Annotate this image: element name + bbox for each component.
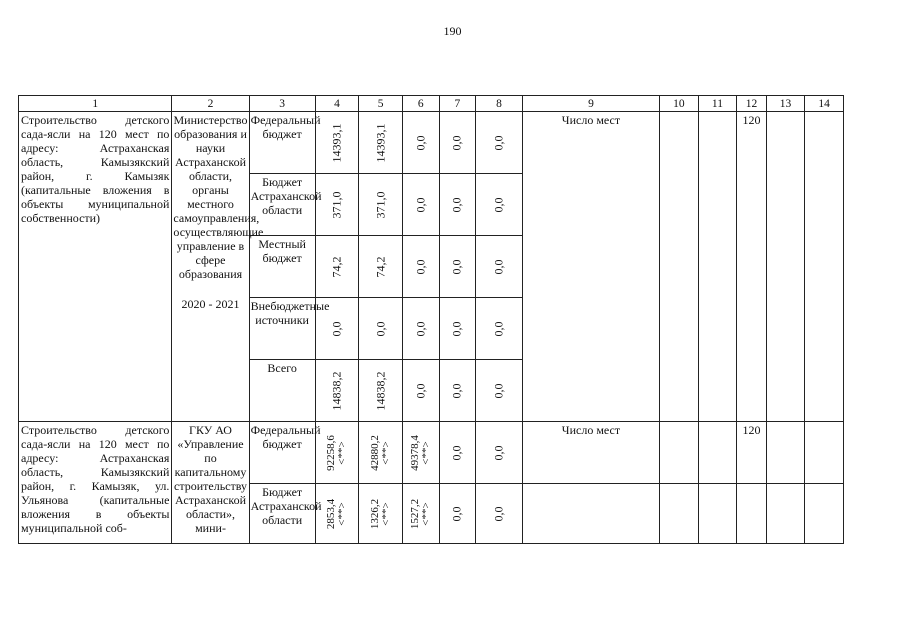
header-row	[19, 96, 844, 112]
header-col-12: 12	[737, 96, 766, 112]
value-cell	[403, 298, 440, 360]
value-text: 0,0	[449, 259, 464, 274]
value-cell	[359, 484, 403, 544]
value-text: 14393,1	[329, 123, 344, 162]
value-cell	[476, 174, 523, 236]
value-note: <**>	[419, 440, 432, 465]
value-cell	[315, 360, 359, 422]
value-cell	[315, 174, 359, 236]
value-text: 0,0	[491, 259, 506, 274]
header-col-13: 13	[766, 96, 805, 112]
value-cell	[315, 236, 359, 298]
value-cell	[476, 360, 523, 422]
page-number: 190	[443, 24, 462, 38]
value-cell	[476, 484, 523, 544]
value-cell	[439, 174, 476, 236]
value-text: 0,0	[373, 321, 388, 336]
empty-cell	[766, 422, 805, 484]
value-cell	[403, 174, 440, 236]
empty-cell	[805, 112, 844, 422]
project-1-source: Бюджет Астраханской области	[249, 174, 315, 236]
project-1-executor-text: Министерство образования и науки Астраханской области, органы местного самоуправления, осуществляющие управление в сфере образования	[173, 113, 264, 281]
header-col-5: 5	[359, 96, 403, 112]
empty-cell	[766, 112, 805, 422]
value-text: 0,0	[491, 321, 506, 336]
project-1-executor	[172, 112, 264, 422]
header-col-11: 11	[698, 96, 737, 112]
value-text: 14838,2	[329, 371, 344, 410]
value-text: 0,0	[449, 321, 464, 336]
value-cell	[476, 112, 523, 174]
project-1-period: 2020 - 2021	[181, 297, 240, 311]
value-cell	[359, 298, 403, 360]
value-cell	[315, 422, 359, 484]
empty-cell	[805, 484, 844, 544]
program-table	[18, 95, 844, 544]
value-text: 0,0	[329, 321, 344, 336]
value-note: <**>	[379, 440, 392, 465]
header-col-7: 7	[439, 96, 476, 112]
project-2-target-value: 120	[737, 422, 766, 484]
empty-cell	[660, 112, 699, 422]
value-cell	[359, 174, 403, 236]
empty-cell	[698, 112, 737, 422]
table-row	[19, 422, 844, 484]
value-note: <**>	[379, 501, 392, 526]
value-cell	[315, 112, 359, 174]
value-text: 0,0	[413, 197, 428, 212]
value-text: 0,0	[449, 383, 464, 398]
value-text: 92258,6	[324, 434, 337, 471]
empty-cell	[698, 422, 737, 484]
header-col-1: 1	[19, 96, 172, 112]
empty-cell	[766, 484, 805, 544]
value-cell	[403, 360, 440, 422]
value-cell	[439, 484, 476, 544]
project-1-source: Местный бюджет	[249, 236, 315, 298]
value-cell	[359, 112, 403, 174]
value-text: 0,0	[491, 197, 506, 212]
value-cell	[359, 422, 403, 484]
header-col-2: 2	[172, 96, 249, 112]
value-text: 0,0	[449, 197, 464, 212]
header-col-10: 10	[660, 96, 699, 112]
value-text: 0,0	[449, 135, 464, 150]
empty-cell	[660, 484, 699, 544]
value-note: <**>	[419, 501, 432, 526]
project-1-source: Федеральный бюджет	[249, 112, 315, 174]
value-note: <**>	[335, 501, 348, 526]
value-cell	[315, 298, 359, 360]
value-cell	[476, 422, 523, 484]
value-cell	[359, 236, 403, 298]
project-2-indicator: Число мест	[522, 422, 659, 484]
value-cell	[476, 298, 523, 360]
value-cell	[439, 298, 476, 360]
value-text: 74,2	[373, 256, 388, 277]
value-text: 0,0	[449, 445, 464, 460]
value-text: 1326,2	[368, 498, 381, 529]
header-col-9: 9	[522, 96, 659, 112]
value-cell	[439, 422, 476, 484]
value-text: 0,0	[491, 506, 506, 521]
value-text: 0,0	[413, 321, 428, 336]
value-text: 0,0	[491, 135, 506, 150]
value-text: 14393,1	[373, 123, 388, 162]
value-text: 0,0	[449, 506, 464, 521]
empty-cell	[698, 484, 737, 544]
value-cell	[439, 360, 476, 422]
value-text: 0,0	[491, 445, 506, 460]
value-cell	[359, 360, 403, 422]
value-text: 42880,2	[368, 434, 381, 471]
value-text: 0,0	[491, 383, 506, 398]
value-text: 49378,4	[408, 434, 421, 471]
value-text: 0,0	[413, 135, 428, 150]
empty-cell	[660, 422, 699, 484]
project-1-source: Всего	[249, 360, 315, 422]
value-cell	[403, 236, 440, 298]
project-2-title: Строительство детского сада-ясли на 120 мест по адресу: Астраханская область, Камызякский район, г. Камызяк, ул. Ульянова (капитальные вложения в объекты муниципальной соб-	[19, 422, 172, 544]
value-cell	[315, 484, 359, 544]
value-text: 74,2	[329, 256, 344, 277]
project-1-target-value: 120	[737, 112, 766, 422]
value-text: 1527,2	[408, 498, 421, 529]
project-1-source: Внебюджетные источники	[249, 298, 315, 360]
value-text: 0,0	[413, 383, 428, 398]
value-text: 371,0	[329, 191, 344, 218]
value-cell	[439, 236, 476, 298]
header-col-4: 4	[315, 96, 359, 112]
value-cell	[439, 112, 476, 174]
project-1-title: Строительство детского сада-ясли на 120 мест по адресу: Астраханская область, Камызякский район, г. Камызяк (капитальные вложения в объекты муниципальной собственности)	[19, 112, 172, 422]
value-text: 0,0	[413, 259, 428, 274]
header-col-3: 3	[249, 96, 315, 112]
project-2-source: Бюджет Астраханской области	[249, 484, 315, 544]
project-1-indicator: Число мест	[522, 112, 659, 422]
header-col-14: 14	[805, 96, 844, 112]
header-col-6: 6	[403, 96, 440, 112]
empty-cell	[805, 422, 844, 484]
value-text: 2853,4	[324, 498, 337, 529]
value-cell	[403, 422, 440, 484]
value-cell	[476, 236, 523, 298]
project-2-executor: ГКУ АО «Управление по капитальному строительству Астраханской области», мини-	[172, 422, 249, 544]
value-cell	[403, 484, 440, 544]
table-row	[19, 112, 844, 174]
project-2-source: Федеральный бюджет	[249, 422, 315, 484]
value-cell	[403, 112, 440, 174]
empty-cell	[522, 484, 659, 544]
empty-cell	[737, 484, 766, 544]
header-col-8: 8	[476, 96, 523, 112]
value-text: 14838,2	[373, 371, 388, 410]
value-text: 371,0	[373, 191, 388, 218]
value-note: <**>	[335, 440, 348, 465]
